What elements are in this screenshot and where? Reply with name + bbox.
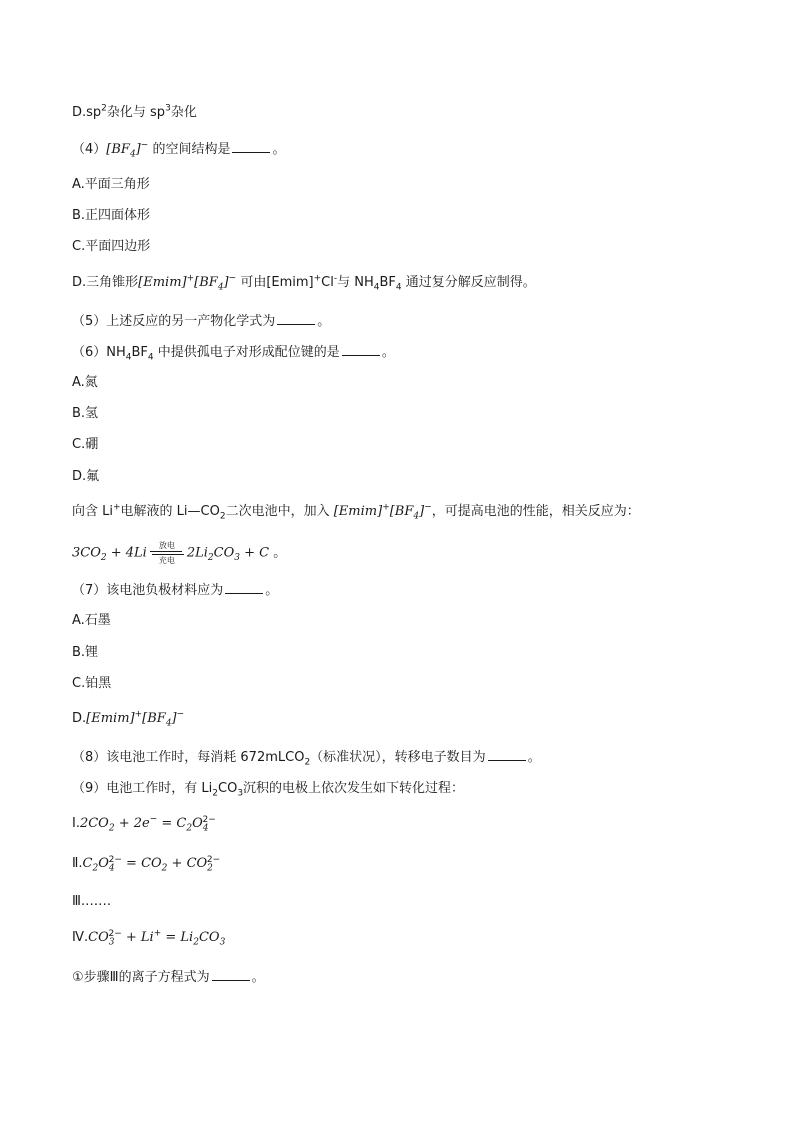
option-c: C.平面四边形 (72, 239, 151, 254)
battery-intro: 向含 Li+电解液的 $Li—CO_2$二次电池中，加入 $[Emim]^+[BF_4]^-$，可提高电池的性能，相关反应为： (72, 502, 640, 522)
option-a: A.氮 (72, 375, 98, 390)
option-b: B.氢 (72, 406, 99, 421)
option-d: $D.[Emim]^+[BF_4]^-$ (72, 709, 185, 729)
answer-blank[interactable] (488, 748, 526, 761)
question-6: $(6)NH_4BF_4$ 中提供孤电子对形成配位键的是 。 (72, 345, 395, 363)
step-3: Ⅲ.…… (72, 894, 112, 909)
option-b: B.锂 (72, 645, 99, 660)
option-c: C.硼 (72, 437, 99, 452)
answer-blank[interactable] (342, 343, 380, 356)
reversible-arrow: 放电 充电 (150, 541, 184, 565)
answer-blank[interactable] (277, 312, 315, 325)
question-7: （7）该电池负极材料应为 。 (72, 583, 279, 598)
question-5: （5）上述反应的另一产物化学式为 。 (72, 314, 331, 329)
option-a: A.石墨 (72, 613, 111, 628)
question-9: （9）电池工作时，有 $Li_2CO_3$沉积的电极上依次发生如下转化过程： (72, 781, 465, 799)
question-4: $(4)[BF_4]^-$ 的空间结构是 。 (72, 140, 286, 160)
option-b: B.正四面体形 (72, 208, 151, 223)
step-1-equation: $Ⅰ.2CO_2 + 2e^- = C_2O_4^{2-}$ (72, 814, 216, 834)
option-c: C.铂黑 (72, 676, 112, 691)
question-9-part-1: ①步骤Ⅲ的离子方程式为 。 (72, 970, 265, 985)
option-d-and-statement: D.三角锥形$[Emim]^+[BF_4]^-$ 可由[Emim]+Cl-与 $NH_4BF_4$ 通过复分解反应制得。 (72, 273, 536, 293)
step-2-equation: $Ⅱ.C_2O_4^{2-} = CO_2 + CO_2^{2-}$ (72, 854, 221, 874)
step-4-equation: $Ⅳ.CO_3^{2-} + Li^+ = Li_2CO_3$ (72, 928, 226, 948)
option-a: A.平面三角形 (72, 177, 150, 192)
option-d-hybridization: $D.sp^2$杂化与 $sp^3$杂化 (72, 103, 197, 120)
answer-blank[interactable] (212, 968, 250, 981)
battery-reaction-equation: $3CO_2 + 4Li$ 放电 充电 $2Li_2CO_3 + C$ 。 (72, 541, 287, 565)
answer-blank[interactable] (225, 581, 263, 594)
option-d: D.氟 (72, 469, 100, 484)
answer-blank[interactable] (232, 140, 270, 153)
question-8: （8）该电池工作时，每消耗 672mLCO$_2$（标准状况），转移电子数目为 。 (72, 750, 541, 768)
